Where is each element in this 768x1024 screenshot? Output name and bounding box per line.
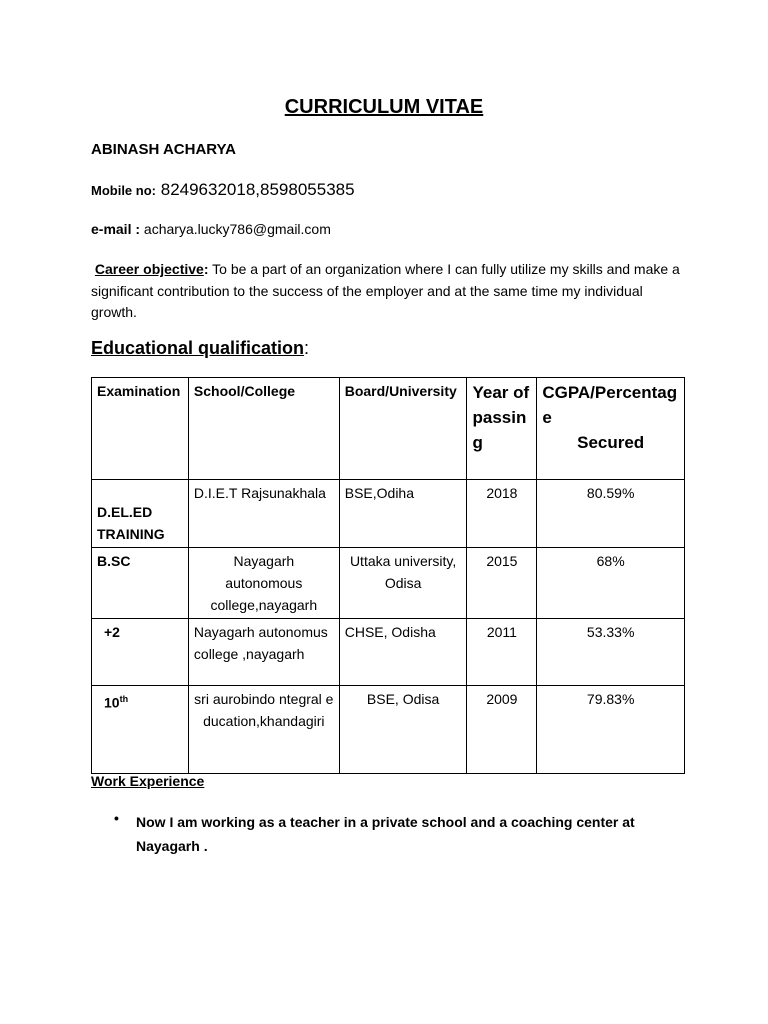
row-exam-suffix: th: [119, 694, 129, 704]
mobile-value: 8249632018,8598055385: [156, 180, 355, 199]
education-heading: [91, 338, 309, 359]
row-board: BSE, Odisa: [339, 686, 467, 774]
email-colon: :: [131, 221, 144, 237]
candidate-name: ABINASH ACHARYA: [91, 141, 237, 158]
header-score: [537, 378, 685, 480]
header-score-label: CGPA/Percentage: [542, 383, 678, 427]
row-board: Uttaka university, Odisa: [339, 548, 467, 619]
mobile-colon: :: [151, 183, 157, 198]
mobile-line: [91, 180, 355, 200]
row-exam: +2: [92, 619, 189, 686]
row-year: 2015: [467, 548, 537, 619]
education-table: [91, 377, 685, 774]
row-score: 79.83%: [537, 686, 685, 774]
header-score-secured: Secured: [577, 433, 645, 452]
row-exam-number: 10: [104, 694, 120, 711]
row-board: BSE,Odiha: [339, 480, 467, 548]
row-exam: [92, 686, 189, 774]
page-title: CURRICULUM VITAE: [284, 96, 484, 118]
work-experience-item: Now I am working as a teacher in a private school and a coaching center at Nayagarh .: [136, 814, 635, 854]
career-objective: [91, 259, 681, 324]
career-text: To be a part of an organization where I can fully utilize my skills and make a significant contribution to the success of the employer and at the same time my individual growth.: [91, 261, 680, 320]
row-school: Nayagarh autonomous college,nayagarh: [188, 548, 339, 619]
row-school: Nayagarh autonomus college ,nayagarh: [188, 619, 339, 686]
education-heading-colon: :: [304, 338, 310, 358]
education-heading-label: Educational qualification: [91, 338, 305, 358]
row-score: 80.59%: [537, 480, 685, 548]
row-year: 2018: [467, 480, 537, 548]
row-school: D.I.E.T Rajsunakhala: [188, 480, 339, 548]
row-board: CHSE, Odisha: [339, 619, 467, 686]
mobile-label: Mobile no: [91, 183, 152, 198]
table-row: [92, 548, 685, 619]
header-examination: Examination: [92, 378, 189, 480]
email-line: [91, 221, 331, 237]
header-year: Year of passing: [467, 378, 537, 480]
row-exam: D.EL.ED TRAINING: [92, 480, 189, 548]
table-row: [92, 686, 685, 774]
bullet-icon: •: [114, 810, 119, 826]
header-school: School/College: [188, 378, 339, 480]
email-label: e-mail: [91, 221, 132, 237]
row-year: 2011: [467, 619, 537, 686]
work-experience-heading: Work Experience: [91, 773, 205, 789]
table-row: [92, 480, 685, 548]
email-value: acharya.lucky786@gmail.com: [143, 221, 331, 237]
career-label: Career objective: [94, 261, 204, 277]
row-score: 53.33%: [537, 619, 685, 686]
row-score: 68%: [537, 548, 685, 619]
row-school: sri aurobindo ntegral education,khandagiri: [188, 686, 339, 774]
table-row: [92, 619, 685, 686]
row-exam: B.SC: [92, 548, 189, 619]
career-colon: :: [203, 261, 209, 277]
header-board: Board/University: [339, 378, 467, 480]
table-header-row: [92, 378, 685, 480]
row-year: 2009: [467, 686, 537, 774]
